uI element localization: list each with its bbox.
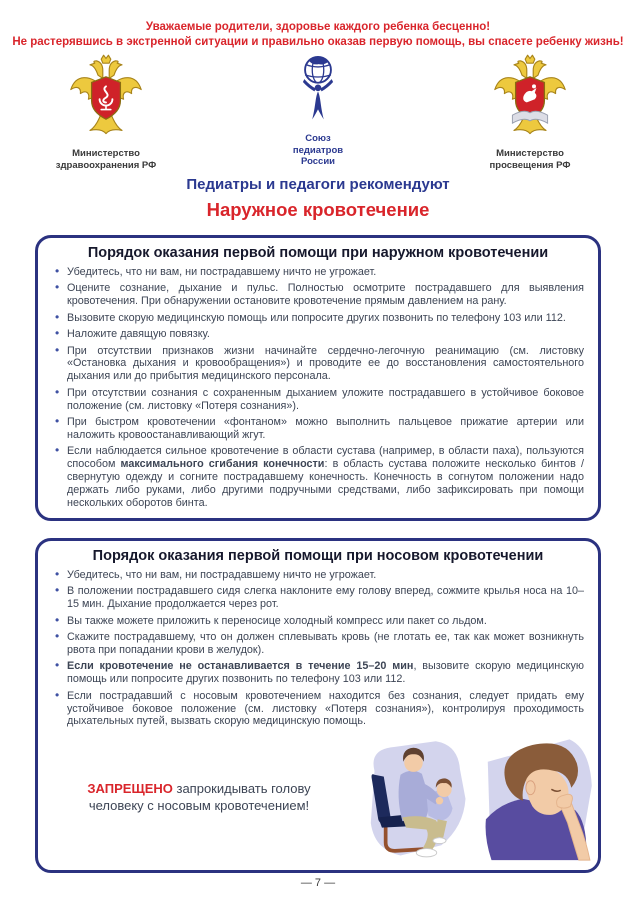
- section-title-nose: Порядок оказания первой помощи при носовом кровотечении: [92, 547, 544, 564]
- bullet-item: • При отсутствии сознания с сохраненным дыханием уложите пострадавшего в устойчивое боковое положение (см. листовку «Потеря сознания»).: [52, 387, 584, 413]
- nosebleed-illustration: [346, 732, 598, 862]
- logo-education-ministry: [450, 53, 610, 171]
- health-ministry-caption: Министерство здравоохранения РФ: [55, 148, 157, 171]
- nosebleed-illustration-art: [346, 732, 598, 862]
- logo-pediatricians-union: [248, 53, 388, 168]
- bullet-item: • В положении пострадавшего сидя слегка наклоните ему голову вперед, сожмите крылья носа на 10–15 мин. Дыхание продолжается через рот.: [52, 585, 584, 611]
- warning-text: запрокидывать голову человеку с носовым кровотечением!: [88, 780, 311, 814]
- bullet-item: • Если наблюдается сильное кровотечение в области сустава (например, в области паха), пользуются способом максимального сгибания конечности: в область сустава положите несколько бинтов / свернутую одежду и согните пострадавшему конечность. Конечность в согнутом положении надо держать либо руками, либо другими подручными средствами, либо зафиксировать при помощи нескольких оборотов бинта.: [52, 445, 584, 510]
- warning-illustration-row: [52, 732, 584, 862]
- bullet-item: • Если кровотечение не останавливается в течение 15–20 мин, вызовите скорую медицинскую помощь или попросите других позвонить по телефону 103 или 112.: [52, 660, 584, 686]
- section-external-bleeding: [35, 235, 601, 521]
- header-line-2: Не растерявшись в экстренной ситуации и правильно оказав первую помощь, вы спасете ребенку жизнь!: [12, 35, 624, 48]
- header-appeal: [0, 0, 636, 49]
- bullet-item: • При быстром кровотечении «фонтаном» можно выполнить пальцевое прижатие артерии или наложить кровоостанавливающий жгут.: [52, 416, 584, 442]
- logo-row: [0, 49, 636, 171]
- page-title: Наружное кровотечение: [206, 199, 430, 220]
- section-nose-bleeding: [35, 538, 601, 873]
- bullet-item: • Вы также можете приложить к переносице холодный компресс или пакет со льдом.: [52, 615, 584, 628]
- double-headed-eagle-medical-icon: [66, 53, 146, 144]
- header-line-1: Уважаемые родители, здоровье каждого ребенка бесценно!: [145, 21, 491, 33]
- bullet-item: • При отсутствии признаков жизни начинайте сердечно-легочную реанимацию (см. листовку «Остановка дыхания и кровообращения») и проводите ее до восстановления самостоятельного дыхания или до прибытия медицинского персонала.: [52, 345, 584, 384]
- warning-label: ЗАПРЕЩЕНО: [87, 780, 173, 796]
- bullet-item: • Убедитесь, что ни вам, ни пострадавшему ничто не угрожает.: [52, 266, 584, 279]
- bullet-item: • Оцените сознание, дыхание и пульс. Полностью осмотрите пострадавшего для выявления кровотечения. При обнаружении остановите кровотечение прямым давлением на рану.: [52, 282, 584, 308]
- bullet-item: • Убедитесь, что ни вам, ни пострадавшему ничто не угрожает.: [52, 569, 584, 582]
- pediatricians-union-caption: Союз педиатров России: [292, 133, 344, 167]
- bullet-item: • Наложите давящую повязку.: [52, 328, 584, 341]
- bullet-list-nose: [52, 569, 584, 728]
- warning-note: [52, 780, 346, 815]
- logo-health-ministry: [26, 53, 186, 171]
- bullet-item: • Скажите пострадавшему, что он должен сплевывать кровь (не глотать ее, так как может возникнуть рвота при попадании крови в желудок).: [52, 631, 584, 657]
- bullet-list-external: [52, 266, 584, 510]
- recommend-line: Педиатры и педагоги рекомендуют: [186, 176, 450, 193]
- page-number: — 7 —: [300, 877, 336, 890]
- globe-and-figure-icon: [295, 53, 341, 129]
- section-title-external: Порядок оказания первой помощи при наружном кровотечении: [87, 245, 549, 261]
- bullet-item: • Вызовите скорую медицинскую помощь или попросите других позвонить по телефону 103 или 112.: [52, 312, 584, 325]
- bullet-item: • Если пострадавший с носовым кровотечением находится без сознания, следует придать ему устойчивое боковое положение (см. листовку «Потеря сознания»), контролируя проходимость дыхательных путей, вызвать скорую медицинскую помощь.: [52, 690, 584, 729]
- double-headed-eagle-book-icon: [490, 53, 570, 144]
- education-ministry-caption: Министерство просвещения РФ: [489, 148, 571, 171]
